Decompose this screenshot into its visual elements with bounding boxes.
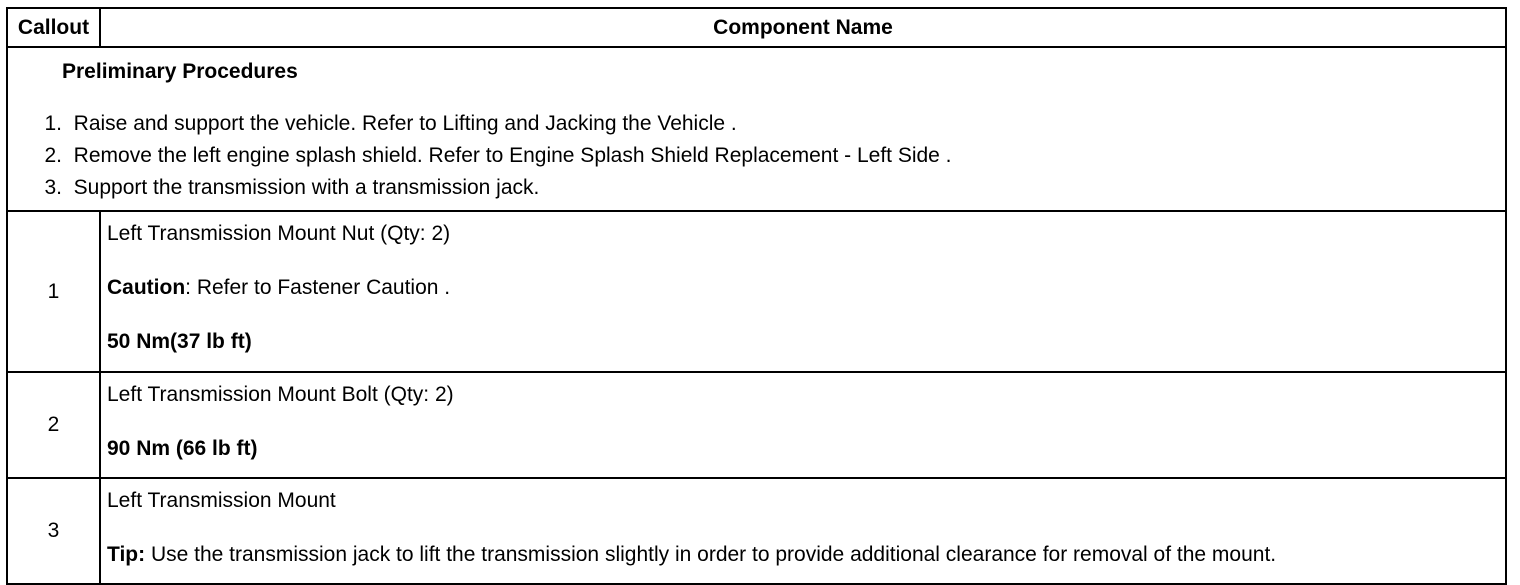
- caution-text: : Refer to Fastener Caution .: [185, 276, 451, 299]
- step-text: Remove the left engine splash shield. Refer to Engine Splash Shield Replacement - Left Side .: [73, 144, 952, 167]
- torque-spec: 50 Nm(37 lb ft): [107, 330, 252, 353]
- preliminary-procedures-row: [7, 47, 1506, 211]
- table-row: [7, 478, 1506, 584]
- list-item: [8, 172, 1505, 204]
- callout-number: 2: [7, 372, 100, 478]
- caution-label: Caution: [107, 276, 186, 299]
- table-row: [7, 372, 1506, 478]
- list-item: [8, 108, 1505, 140]
- step-text: Support the transmission with a transmission jack.: [73, 176, 540, 199]
- callout-column-header: Callout: [7, 8, 100, 47]
- table-header-row: [7, 8, 1506, 47]
- step-number: 2.: [44, 144, 62, 167]
- step-text: Raise and support the vehicle. Refer to Lifting and Jacking the Vehicle .: [73, 112, 737, 135]
- component-name: Left Transmission Mount: [107, 489, 336, 512]
- component-name: Left Transmission Mount Bolt (Qty: 2): [107, 383, 454, 406]
- component-cell: [100, 372, 1506, 478]
- callout-number: 1: [7, 211, 100, 372]
- tip-label: Tip:: [107, 543, 146, 566]
- step-number: 3.: [44, 176, 62, 199]
- caution-note: [107, 274, 1505, 301]
- tip-text: Use the transmission jack to lift the transmission slightly in order to provide additional clearance for removal of the mount.: [145, 543, 1277, 566]
- callout-number: 3: [7, 478, 100, 584]
- tip-note: [107, 541, 1505, 568]
- preliminary-procedures-cell: [7, 47, 1506, 211]
- component-cell: [100, 211, 1506, 372]
- component-table: [6, 7, 1507, 585]
- preliminary-procedures-title: Preliminary Procedures: [62, 60, 298, 83]
- torque-spec: 90 Nm (66 lb ft): [107, 437, 258, 460]
- step-number: 1.: [44, 112, 62, 135]
- preliminary-steps-list: [8, 108, 1505, 204]
- list-item: [8, 140, 1505, 172]
- component-name: Left Transmission Mount Nut (Qty: 2): [107, 222, 451, 245]
- table-row: [7, 211, 1506, 372]
- component-cell: [100, 478, 1506, 584]
- component-name-column-header: Component Name: [100, 8, 1506, 47]
